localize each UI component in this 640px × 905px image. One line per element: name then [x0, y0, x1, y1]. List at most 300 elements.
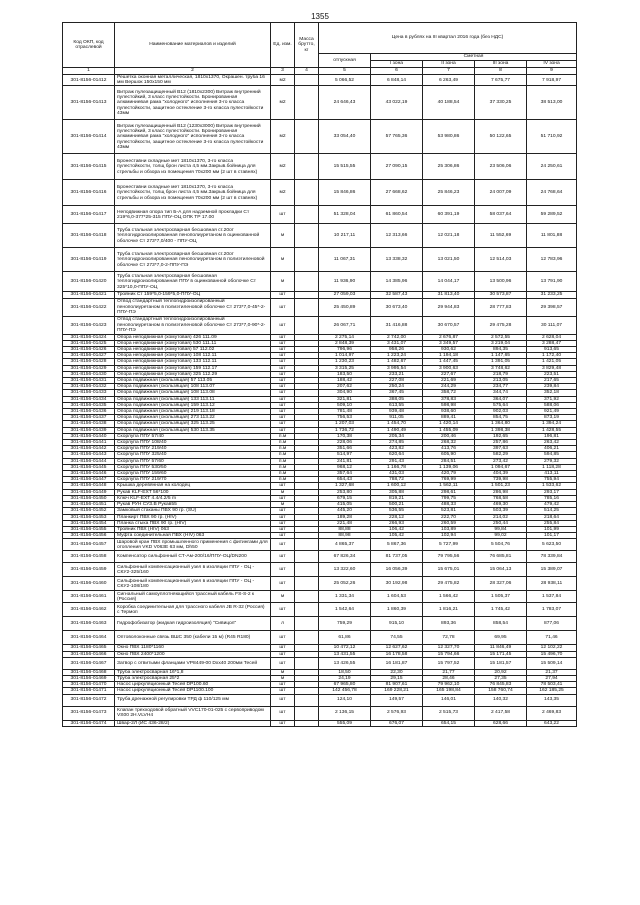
cell-price-zone-2: 40 188,54 — [423, 86, 475, 120]
cell-price-zone-3: 76 685,81 — [475, 551, 527, 563]
cell-price-zone-3: 344,74 — [475, 390, 527, 396]
cell-mass — [295, 539, 319, 551]
cell-price-zone-4: 217,65 — [527, 378, 577, 384]
cell-price-zone-2: 72,78 — [423, 631, 475, 645]
cell-name: Опора подвижная (скользящая) 219 113.18 — [115, 409, 271, 415]
cell-code: 301-8156-01427 — [63, 353, 115, 359]
cell-code: 301-8156-01455 — [63, 526, 115, 532]
cell-unit: шт — [271, 657, 295, 669]
header-smetnaya: Сметная — [371, 54, 577, 61]
cell-price-zone-3: 364,07 — [475, 396, 527, 402]
table-row — [63, 180, 577, 206]
cell-price-zone-4: 1 783,07 — [527, 603, 577, 617]
cell-price-zone-4: 755,94 — [527, 477, 577, 483]
cell-name: Опора неподвижная (хомутовая) 108 112.11 — [115, 353, 271, 359]
header-otpusknaya: отпускная — [319, 54, 371, 68]
cell-unit: шт — [271, 415, 295, 421]
cell-price-zone-4: 30 111,07 — [527, 316, 577, 334]
cell-code: 301-8156-01436 — [63, 409, 115, 415]
cell-price-zone-3: 214,02 — [475, 514, 527, 520]
cell-price-zone-4: 31 233,25 — [527, 292, 577, 298]
table-row — [63, 694, 577, 706]
cell-price-zone-3: 854,75 — [475, 415, 527, 421]
cell-price-otpusknaya: 1 230,23 — [319, 359, 371, 365]
cell-price-zone-2: 413,76 — [423, 446, 475, 452]
cell-price-otpusknaya: 11 067,31 — [319, 248, 371, 272]
cell-price-zone-4: 24 250,61 — [527, 154, 577, 180]
cell-code: 301-8156-01460 — [63, 577, 115, 591]
cell-code: 301-8156-01459 — [63, 563, 115, 577]
cell-price-zone-2: 1 139,06 — [423, 464, 475, 470]
cell-price-zone-1: 30 192,98 — [371, 577, 423, 591]
cell-code: 301-8156-01467 — [63, 657, 115, 669]
cell-price-zone-1: 233,21 — [371, 371, 423, 377]
cell-price-zone-3: 3 219,04 — [475, 340, 527, 346]
cell-unit: м2 — [271, 180, 295, 206]
cell-price-zone-4: 28 938,11 — [527, 577, 577, 591]
cell-price-zone-4: 162 185,25 — [527, 688, 577, 694]
cell-price-zone-4: 38 513,00 — [527, 86, 577, 120]
cell-price-zone-1: 250,24 — [371, 384, 423, 390]
cell-price-zone-4: 5 623,50 — [527, 539, 577, 551]
table-row — [63, 617, 577, 631]
cell-code: 301-8156-01430 — [63, 371, 115, 377]
cell-price-zone-4: 101,17 — [527, 533, 577, 539]
cell-mass — [295, 86, 319, 120]
cell-price-otpusknaya: 207,62 — [319, 384, 371, 390]
cell-price-zone-3: 28 777,83 — [475, 298, 527, 316]
cell-price-zone-4: 643,22 — [527, 720, 577, 726]
cell-name: Ключ KLF-EXT 4.4/4.2/5 m — [115, 495, 271, 501]
cell-unit: м — [271, 502, 295, 508]
cell-price-zone-2: 146,01 — [423, 694, 475, 706]
cell-price-zone-1: 1 482,67 — [371, 359, 423, 365]
cell-price-zone-4: 59 289,52 — [527, 206, 577, 224]
cell-name: Опора подвижная (скользящая) 159 113.12 — [115, 402, 271, 408]
cell-price-zone-4: 255,84 — [527, 520, 577, 526]
cell-unit: шт — [271, 371, 295, 377]
cell-price-zone-3: 273,42 — [475, 458, 527, 464]
cell-price-otpusknaya: 796,96 — [319, 347, 371, 353]
cell-price-zone-4: 12 783,96 — [527, 248, 577, 272]
cell-price-zone-4: 71,46 — [527, 631, 577, 645]
cell-price-zone-2: 5 727,99 — [423, 539, 475, 551]
cell-price-zone-2: 605,90 — [423, 452, 475, 458]
cell-name: Скорлупа ППУ 219/40 — [115, 446, 271, 452]
cell-code: 301-8156-01444 — [63, 458, 115, 464]
cell-price-zone-2: 889,41 — [423, 415, 475, 421]
cell-price-zone-1: 1 600,12 — [371, 483, 423, 489]
cell-price-zone-1: 31 416,88 — [371, 316, 423, 334]
cell-price-zone-4: 1 118,28 — [527, 464, 577, 470]
cell-unit: п.м — [271, 458, 295, 464]
cell-price-zone-1: 1 490,49 — [371, 427, 423, 433]
cell-price-zone-2: 523,81 — [423, 508, 475, 514]
cell-price-zone-3: 575,64 — [475, 402, 527, 408]
header-mass: Масса брутто, кг — [295, 23, 319, 68]
cell-price-zone-1: 13 338,32 — [371, 248, 423, 272]
cell-name: Витраж пулезащищенный В12 (1230х3000) Витраж внутренний пулестойкий, 3 класс пулестойкости. Бронированная алюминиевая рама "холодного" исполнения 3-го класса пулестойкости, защитное остекление 3-го класса пулестойкости 43мм — [115, 120, 271, 154]
cell-name: Скорлупа ППУ 57/40 — [115, 433, 271, 439]
cell-name: Сигнальный самоуплотняющийся трассный кабель FS-S-2 к (Россия) — [115, 591, 271, 603]
header-name: Наименование материалов и изделий — [115, 23, 271, 68]
cell-price-otpusknaya: 654,43 — [319, 477, 371, 483]
table-row — [63, 206, 577, 224]
cell-code: 301-8156-01446 — [63, 471, 115, 477]
cell-price-otpusknaya: 321,81 — [319, 396, 371, 402]
cell-price-zone-3: 76 845,83 — [475, 682, 527, 688]
cell-price-zone-3: 2 417,58 — [475, 706, 527, 720]
cell-price-zone-2: 6 263,49 — [423, 75, 475, 86]
cell-price-zone-2: 60 391,19 — [423, 206, 475, 224]
cell-name: Планкирт ПВХ 90 гр. (HIV) — [115, 514, 271, 520]
column-number: 6 — [371, 68, 423, 75]
cell-price-zone-2: 378,83 — [423, 396, 475, 402]
cell-price-zone-4: 51 710,92 — [527, 120, 577, 154]
table-row — [63, 272, 577, 292]
cell-mass — [295, 316, 319, 334]
cell-name: Труба электросварная 16*1,8 — [115, 669, 271, 675]
cell-price-zone-2: 103,89 — [423, 526, 475, 532]
cell-price-zone-3: 15 181,57 — [475, 657, 527, 669]
cell-unit: шт — [271, 359, 295, 365]
cell-price-zone-1: 1 604,53 — [371, 591, 423, 603]
cell-price-zone-4: 3 288,47 — [527, 340, 577, 346]
cell-price-zone-2: 200,46 — [423, 433, 475, 439]
cell-price-otpusknaya: 781,48 — [319, 409, 371, 415]
cell-price-zone-2: 1 455,09 — [423, 427, 475, 433]
cell-unit: шт — [271, 539, 295, 551]
cell-price-zone-2: 12 327,70 — [423, 645, 475, 651]
cell-price-zone-4: 27,94 — [527, 675, 577, 681]
cell-price-zone-1: 915,10 — [371, 617, 423, 631]
cell-unit: шт — [271, 384, 295, 390]
cell-price-zone-1: 388,05 — [371, 396, 423, 402]
cell-price-zone-2: 893,36 — [423, 617, 475, 631]
cell-price-zone-3: 99,02 — [475, 533, 527, 539]
cell-price-zone-2: 358,72 — [423, 390, 475, 396]
cell-price-zone-3: 15 171,45 — [475, 651, 527, 657]
cell-price-zone-2: 1 194,18 — [423, 353, 475, 359]
cell-price-otpusknaya: 15 515,55 — [319, 154, 371, 180]
cell-unit: шт — [271, 347, 295, 353]
cell-price-otpusknaya: 357,64 — [319, 471, 371, 477]
cell-unit: л — [271, 617, 295, 631]
cell-price-zone-1: 676,07 — [371, 720, 423, 726]
cell-unit: м2 — [271, 86, 295, 120]
cell-price-zone-1: 61 860,54 — [371, 206, 423, 224]
cell-price-zone-2: 1 566,42 — [423, 591, 475, 603]
cell-price-otpusknaya: 11 936,90 — [319, 272, 371, 292]
cell-code: 301-8156-01422 — [63, 298, 115, 316]
cell-price-otpusknaya: 124,10 — [319, 694, 371, 706]
cell-price-zone-4: 1 428,55 — [527, 427, 577, 433]
cell-unit: шт — [271, 563, 295, 577]
cell-code: 301-8156-01454 — [63, 520, 115, 526]
cell-unit: шт — [271, 334, 295, 340]
page-number: 1355 — [311, 12, 329, 21]
table-row — [63, 86, 577, 120]
cell-price-zone-1: 74,55 — [371, 631, 423, 645]
table-header — [63, 23, 577, 75]
cell-price-zone-2: 15 794,66 — [423, 651, 475, 657]
cell-price-zone-1: 1 166,78 — [371, 464, 423, 470]
cell-price-zone-1: 613,55 — [371, 402, 423, 408]
cell-price-zone-3: 503,39 — [475, 508, 527, 514]
cell-price-zone-2: 53 980,86 — [423, 120, 475, 154]
cell-price-zone-1: 81 737,05 — [371, 551, 423, 563]
cell-price-zone-3: 1 094,67 — [475, 464, 527, 470]
cell-unit: м — [271, 272, 295, 292]
cell-price-zone-2: 1 562,11 — [423, 483, 475, 489]
cell-price-otpusknaya: 1 331,34 — [319, 591, 371, 603]
cell-price-zone-2: 222,70 — [423, 514, 475, 520]
cell-price-zone-2: 14 044,17 — [423, 272, 475, 292]
cell-name: Витраж пулезащищенный В12 (1810х2300) Витраж внутренний пулестойкий, 3 класс пулестойкости. Бронированная алюминиевая рама "холодного" исполнения 3-го класса пулестойкости, защитное остекление 3-го класса пулестойкости 43мм — [115, 86, 271, 120]
cell-price-zone-2: 12 021,18 — [423, 224, 475, 248]
cell-price-zone-2: 260,59 — [423, 520, 475, 526]
cell-price-zone-3: 3 748,62 — [475, 365, 527, 371]
cell-price-zone-4: 13 791,90 — [527, 272, 577, 292]
cell-price-zone-4: 785,16 — [527, 495, 577, 501]
cell-mass — [295, 180, 319, 206]
cell-price-zone-2: 13 021,50 — [423, 248, 475, 272]
cell-price-zone-2: 244,29 — [423, 384, 475, 390]
cell-mass — [295, 720, 319, 726]
cell-price-otpusknaya: 679,15 — [319, 495, 371, 501]
cell-name: Насос циркуляционный Тесей DP1100.100 — [115, 688, 271, 694]
cell-price-zone-3: 1 364,80 — [475, 421, 527, 427]
cell-unit: шт — [271, 514, 295, 520]
cell-name: Компенсатор сильфонный СТ-Ам-200/16/ППУ-ОЦ/DN200 — [115, 551, 271, 563]
cell-price-zone-4: 1 533,62 — [527, 483, 577, 489]
cell-price-zone-1: 16 056,39 — [371, 563, 423, 577]
cell-price-zone-1: 27 090,15 — [371, 154, 423, 180]
cell-price-zone-3: 218,79 — [475, 371, 527, 377]
cell-price-zone-4: 514,25 — [527, 508, 577, 514]
cell-name: Клапан трехходовой обратный VVC170-01-025 с сервоприводом VS00 2Н.VLVН4 — [115, 706, 271, 720]
column-number: 2 — [115, 68, 271, 75]
cell-name: Гидрофобизатор (жидкая гидроизоляция) "Сивицол" — [115, 617, 271, 631]
cell-price-zone-3: 11 846,49 — [475, 645, 527, 651]
cell-price-zone-1: 106,42 — [371, 526, 423, 532]
cell-price-zone-4: 24 768,64 — [527, 180, 577, 206]
cell-unit: шт — [271, 427, 295, 433]
cell-code: 301-8156-01418 — [63, 224, 115, 248]
cell-name: Опора подвижная (скользящая) 108 113.08 — [115, 390, 271, 396]
cell-price-zone-4: 12 102,22 — [527, 645, 577, 651]
cell-price-zone-4: 15 496,70 — [527, 651, 577, 657]
cell-code: 301-8156-01470 — [63, 682, 115, 688]
cell-code: 301-8156-01434 — [63, 396, 115, 402]
cell-price-zone-4: 21,37 — [527, 669, 577, 675]
cell-price-zone-2: 930,62 — [423, 347, 475, 353]
cell-name: Опора подвижная (скользящая) 133 113.11 — [115, 396, 271, 402]
cell-price-zone-4: 479,42 — [527, 502, 577, 508]
cell-name: Муфта соединительная ПВХ (HIV) 063 — [115, 533, 271, 539]
cell-mass — [295, 120, 319, 154]
cell-price-zone-2: 654,15 — [423, 720, 475, 726]
cell-price-zone-3: 140,32 — [475, 694, 527, 706]
cell-name: Насос циркуляционный Тесей DP100.60 — [115, 682, 271, 688]
cell-price-zone-2: 799,75 — [423, 495, 475, 501]
cell-code: 301-8156-01421 — [63, 292, 115, 298]
table-row — [63, 224, 577, 248]
cell-price-zone-1: 228,12 — [371, 514, 423, 520]
cell-price-zone-3: 404,39 — [475, 471, 527, 477]
cell-mass — [295, 75, 319, 86]
cell-code: 301-8156-01465 — [63, 645, 115, 651]
cell-price-otpusknaya: 445,20 — [319, 508, 371, 514]
cell-name: Скорлупа ППУ 530/50 — [115, 464, 271, 470]
cell-mass — [295, 298, 319, 316]
cell-price-zone-1: 6 848,14 — [371, 75, 423, 86]
cell-unit: п.м — [271, 452, 295, 458]
cell-price-otpusknaya: 24,19 — [319, 675, 371, 681]
cell-price-otpusknaya: 189,28 — [319, 514, 371, 520]
cell-unit: шт — [271, 353, 295, 359]
cell-name: Отвод стандартный теплогидроизолированный пенополиуретаном в полиэтиленовой оболочке Ст 273*7,0-45*-2-ППУ-ПЭ — [115, 298, 271, 316]
cell-name: Скорлупа ППУ 57/60 — [115, 458, 271, 464]
cell-price-zone-1: 30 673,40 — [371, 298, 423, 316]
cell-price-otpusknaya: 13 431,55 — [319, 651, 371, 657]
cell-price-zone-2: 30 670,57 — [423, 316, 475, 334]
cell-mass — [295, 248, 319, 272]
cell-unit: шт — [271, 520, 295, 526]
cell-price-zone-1: 227,08 — [371, 378, 423, 384]
table-row — [63, 120, 577, 154]
cell-price-otpusknaya: 228,06 — [319, 440, 371, 446]
cell-price-otpusknaya: 88,98 — [319, 533, 371, 539]
cell-price-otpusknaya: 2 136,15 — [319, 706, 371, 720]
cell-price-zone-2: 420,79 — [423, 471, 475, 477]
cell-name: Решетка оконная металлическая, 1810х1370, Окрашен. труба 16 мм Вершок 150х150 мм — [115, 75, 271, 86]
cell-price-zone-4: 371,92 — [527, 396, 577, 402]
cell-unit: шт — [271, 720, 295, 726]
cell-price-zone-3: 12 514,03 — [475, 248, 527, 272]
cell-name: Сильфонный компенсационный узел в изоляции ППУ - ОЦ - СКУ2-325/160 — [115, 563, 271, 577]
cell-price-zone-3: 13 500,96 — [475, 272, 527, 292]
cell-mass — [295, 206, 319, 224]
column-number: 1 — [63, 68, 115, 75]
cell-unit: шт — [271, 402, 295, 408]
cell-price-zone-3: 250,44 — [475, 520, 527, 526]
cell-price-zone-3: 50 122,65 — [475, 120, 527, 154]
cell-price-zone-1: 5 867,36 — [371, 539, 423, 551]
cell-price-zone-3: 58 037,64 — [475, 206, 527, 224]
table-row — [63, 539, 577, 551]
cell-price-zone-4: 7 918,97 — [527, 75, 577, 86]
header-code: Код ОКП, код отраслевой — [63, 23, 115, 68]
cell-price-zone-2: 298,61 — [423, 489, 475, 495]
cell-code: 301-8156-01443 — [63, 452, 115, 458]
cell-mass — [295, 657, 319, 669]
cell-code: 301-8156-01458 — [63, 551, 115, 563]
cell-price-otpusknaya: 26 067,71 — [319, 316, 371, 334]
cell-price-zone-1: 620,64 — [371, 452, 423, 458]
cell-code: 301-8156-01464 — [63, 631, 115, 645]
cell-price-zone-2: 268,32 — [423, 440, 475, 446]
cell-code: 301-8156-01440 — [63, 433, 115, 439]
cell-price-zone-4: 352,18 — [527, 390, 577, 396]
cell-code: 301-8156-01462 — [63, 603, 115, 617]
cell-name: Опора неподвижная (хомутовая) 133 112.11 — [115, 359, 271, 365]
cell-price-zone-1: 431,03 — [371, 471, 423, 477]
table-row — [63, 577, 577, 591]
cell-price-zone-3: 739,98 — [475, 477, 527, 483]
cell-code: 301-8156-01461 — [63, 591, 115, 603]
cell-price-zone-1: 958,26 — [371, 347, 423, 353]
cell-price-otpusknaya: 67 826,34 — [319, 551, 371, 563]
cell-name: Скорлупа ППУ 325/40 — [115, 452, 271, 458]
cell-price-otpusknaya: 1 014,97 — [319, 353, 371, 359]
cell-price-zone-2: 488,33 — [423, 502, 475, 508]
cell-name: Опора подвижная (скользящая) 57 113.05 — [115, 378, 271, 384]
cell-unit: м — [271, 489, 295, 495]
cell-price-otpusknaya: 1 327,68 — [319, 483, 371, 489]
cell-price-otpusknaya: 10 472,12 — [319, 645, 371, 651]
cell-name: Неподвижная опора тип Б-А для надземной прокладки Ст 219*6,0-377*25-315 ППУ-ОЦ ОПК ТР 17.00 — [115, 206, 271, 224]
cell-price-zone-2: 1 447,45 — [423, 359, 475, 365]
cell-price-zone-3: 1 398,38 — [475, 427, 527, 433]
cell-mass — [295, 224, 319, 248]
cell-price-zone-2: 102,94 — [423, 533, 475, 539]
cell-price-otpusknaya: 756,53 — [319, 415, 371, 421]
cell-name: Бронеставни складные мет 1810х1370, 3-го класса пулестойкости, толщ брон листа 4,5 мм.Закрыв.бойница для стрельбы и обзора из помещения 70х200 мм (2 шт в ставнях) — [115, 154, 271, 180]
cell-price-zone-3: 1 745,42 — [475, 603, 527, 617]
cell-price-zone-4: 588,06 — [527, 402, 577, 408]
cell-code: 301-8156-01413 — [63, 86, 115, 120]
cell-name: Скорлупа ППУ 219/70 — [115, 477, 271, 483]
cell-price-zone-1: 536,55 — [371, 508, 423, 514]
cell-mass — [295, 591, 319, 603]
cell-price-zone-3: 192,65 — [475, 433, 527, 439]
cell-unit: п.м — [271, 477, 295, 483]
cell-code: 301-8156-01417 — [63, 206, 115, 224]
cell-price-zone-1: 12 627,62 — [371, 645, 423, 651]
cell-price-zone-4: 594,85 — [527, 452, 577, 458]
cell-price-zone-3: 30 573,87 — [475, 292, 527, 298]
cell-price-zone-2: 25 306,86 — [423, 154, 475, 180]
cell-price-zone-3: 858,54 — [475, 617, 527, 631]
cell-unit: м2 — [271, 120, 295, 154]
cell-unit: шт — [271, 645, 295, 651]
cell-price-zone-2: 227,67 — [423, 371, 475, 377]
cell-price-otpusknaya: 61,86 — [319, 631, 371, 645]
cell-name: Труба стальная электросварная бесшовная ст.20от теплогидроизолированная пенополиуретаном в полиэтиленовой оболочке Ст 273*7,0-2-ППУ-ПЭ — [115, 248, 271, 272]
cell-price-otpusknaya: 88,88 — [319, 526, 371, 532]
cell-price-otpusknaya: 13 322,60 — [319, 563, 371, 577]
cell-price-zone-2: 3 900,63 — [423, 365, 475, 371]
cell-price-zone-3: 213,05 — [475, 378, 527, 384]
table-row — [63, 706, 577, 720]
cell-price-zone-3: 628,66 — [475, 720, 527, 726]
cell-price-otpusknaya: 188,42 — [319, 378, 371, 384]
cell-price-zone-4: 218,64 — [527, 514, 577, 520]
cell-price-zone-3: 24 007,09 — [475, 180, 527, 206]
cell-price-zone-3: 469,30 — [475, 502, 527, 508]
cell-price-zone-1: 911,05 — [371, 415, 423, 421]
cell-price-zone-1: 291,43 — [371, 458, 423, 464]
column-numbers-row — [63, 68, 577, 75]
cell-price-zone-1: 274,85 — [371, 440, 423, 446]
cell-code: 301-8156-01425 — [63, 340, 115, 346]
cell-code: 301-8156-01416 — [63, 180, 115, 206]
table-row — [63, 657, 577, 669]
cell-price-zone-3: 20,92 — [475, 669, 527, 675]
cell-price-otpusknaya: 51 328,04 — [319, 206, 371, 224]
cell-unit: шт — [271, 694, 295, 706]
